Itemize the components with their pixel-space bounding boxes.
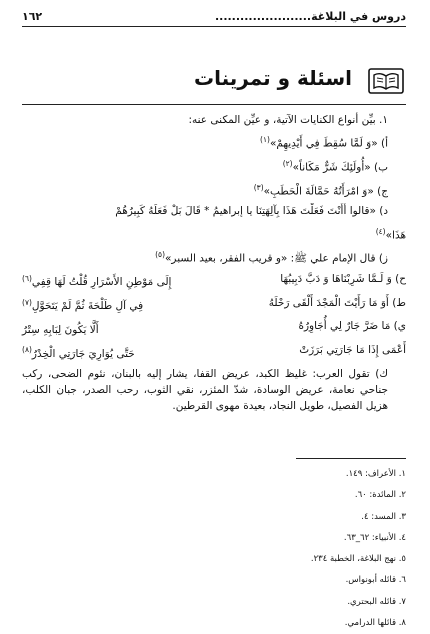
- verse-hemistich-left: إِلَى مَوْطِنِ الأَسْرَارِ قُلْتُ لَهَا قِفِي$^{(٦)}$: [22, 273, 172, 289]
- running-title: دروس في البلاغة.......................: [214, 10, 406, 23]
- open-book-icon: [366, 66, 406, 96]
- footnote: ٣. المسد: ٤.: [361, 511, 406, 522]
- footnote: ٢. المائدة: ٦٠.: [354, 490, 406, 501]
- item-k-paragraph: ك) تقول العرب: غليظ الكبد، عريض القفا، يشار إليه بالبنان، نئوم الضحى، ركب جناحي نعامة، عريض الوسادة، شدّ المئزر، نقي الثوب، رحب الصدر، جبان الكلب، هزيل الفصيل، طويل النجاد، بعيدة مهوى القرطين.: [22, 367, 388, 413]
- item-d-line2: [22, 224, 406, 244]
- verse-hemistich-right: ي) مَا ضَرَّ جَارٌ لِي أُجَاوِرُهُ: [298, 320, 406, 333]
- item-z: [22, 247, 406, 267]
- page-header: [22, 8, 406, 26]
- verse-line: [22, 271, 406, 291]
- verse-hemistich-right: ط) أَوَ مَا رَأَيْتَ الْمَجْدَ أَلْقَى رَحْلَهُ: [268, 296, 406, 309]
- footnotes: [206, 464, 406, 634]
- section-rule: [22, 104, 406, 105]
- verse-line: [22, 295, 406, 315]
- verse-line: [22, 318, 406, 338]
- item-b-text: «أُولَئِكَ شَرٌّ مَكَاناً»: [292, 161, 371, 174]
- footnote-rule: [296, 458, 406, 459]
- item-c-prefix: ج): [377, 185, 388, 198]
- item-a: [22, 132, 406, 152]
- item-d-line1: د) «قالوا أَأَنْتَ فَعَلْتَ هَذَا بِآلِهَتِنَا يا إبراهيمُ * قَالَ بَلْ فَعَلَهُ كَبِيرُهُمْ: [115, 205, 388, 218]
- verse-hemistich-left: حَتَّى يُوَارِيَ جَارَتِي الْخِدْرُ$^{(٨)}$: [22, 345, 135, 360]
- item-b-prefix: ب): [374, 161, 388, 174]
- section-title: اسئلة و تمرينات: [194, 66, 352, 90]
- item-b: [22, 156, 406, 176]
- item-a-prefix: أ): [380, 137, 388, 150]
- footnote: ٨. قائلها الدرامي.: [344, 618, 406, 629]
- item-z-text: ز) قال الإمام علي ﷺ: «و قريب الفقر، بعيد السبر»: [165, 252, 388, 265]
- footnote: ٥. نهج البلاغة، الخطبة ٢٣٤.: [310, 554, 406, 565]
- item-c-text: «وَ امْرَأَتُهُ حَمَّالَةَ الْحَطَبِ»: [263, 185, 374, 198]
- verse-hemistich-right: ح) وَ لَـمَّا شَرِبْنَاهَا وَ دَبَّ دَبِيبُهَا: [280, 272, 406, 285]
- verse-line: [22, 342, 406, 362]
- item-c: [22, 180, 406, 200]
- footnote-ref-4: (٤): [375, 226, 386, 236]
- footnote: ٦. قائله أبونواس.: [345, 575, 406, 586]
- exercise-intro: ١. بيِّن أنواع الكنايات الآتية، و عيِّن المكنى عنه:: [188, 114, 388, 126]
- footnote-ref-5: (٥): [155, 250, 165, 260]
- header-rule: [22, 26, 406, 27]
- footnote-ref-1: (١): [260, 135, 270, 145]
- footnote: ٧. قائله البحتري.: [347, 596, 406, 607]
- verse-hemistich-left: فِي آلِ طَلْحَةَ ثُمَّ لَمْ يَتَحَوَّلِ$^{(٧)}$: [22, 297, 144, 313]
- footnote-ref-2: (٢): [282, 158, 293, 168]
- footnote: ٤. الأنبياء: ٦٢_٦٣.: [343, 532, 406, 543]
- verse-hemistich-right: أَعْمَى إِذَا مَا جَارَتِي بَرَزَتْ: [299, 344, 406, 357]
- exercise-body: [22, 112, 406, 414]
- item-d-text: هَذَا»: [385, 229, 406, 242]
- footnote: ١. الأعراف: ١٤٩.: [345, 469, 406, 479]
- item-a-text: «وَ لَمَّا سُقِطَ فِي أَيْدِيهِمْ»: [269, 137, 378, 150]
- page-number: ١٦٢: [22, 10, 43, 23]
- footnote-ref-3: (٣): [253, 182, 264, 192]
- verse-hemistich-left: أَلَّا يَكُونَ لِبَابِهِ سِتْرُ: [22, 323, 99, 336]
